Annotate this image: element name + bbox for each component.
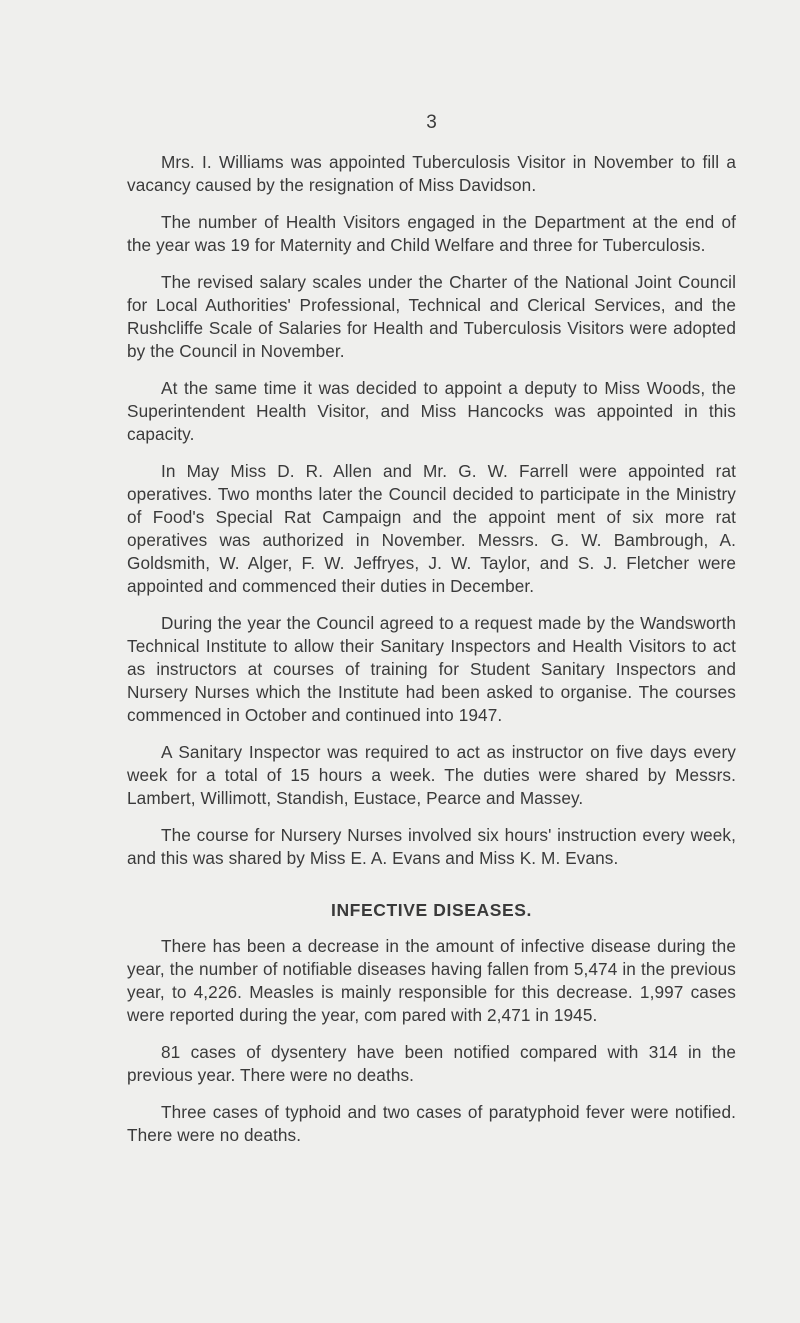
section-heading-infective-diseases: INFECTIVE DISEASES. bbox=[330, 899, 533, 920]
paragraph-tuberculosis-visitor: Mrs. I. Williams was appointed Tuberculosis Visitor in November to fill a vacancy caused by the resignation of Miss Davidson. bbox=[127, 151, 736, 195]
paragraph-health-visitors-count: The number of Health Visitors engaged in the Department at the end of the year was 19 for Maternity and Child Welfare and three for Tuberculosis. bbox=[127, 211, 736, 255]
paragraph-deputy-appointment: At the same time it was decided to appoint a deputy to Miss Woods, the Superintendent Health Visitor, and Miss Hancocks was appointed in this capacity. bbox=[127, 377, 736, 444]
paragraph-typhoid: Three cases of typhoid and two cases of paratyphoid fever were notified. There were no deaths. bbox=[127, 1101, 736, 1145]
document-page bbox=[127, 112, 736, 1161]
paragraph-salary-scales: The revised salary scales under the Charter of the National Joint Council for Local Authorities' Professional, Technical and Clerical Services, and the Rushcliffe Scale of Salaries for Health and Tuberculosis Visitors were adopted by the Council in November. bbox=[127, 271, 736, 361]
paragraph-infective-decrease: There has been a decrease in the amount of infective disease during the year, the number of notifiable diseases having fallen from 5,474 in the previous year, to 4,226. Measles is mainly responsible for this decrease. 1,997 cases were reported during the year, com pared with 2,471 in 1945. bbox=[127, 935, 736, 1025]
paragraph-sanitary-inspector: A Sanitary Inspector was required to act as instructor on five days every week for a total of 15 hours a week. The duties were shared by Messrs. Lambert, Willimott, Standish, Eustace, Pearce and Massey. bbox=[127, 741, 736, 808]
paragraph-nursery-nurses: The course for Nursery Nurses involved six hours' instruction every week, and this was shared by Miss E. A. Evans and Miss K. M. Evans. bbox=[127, 824, 736, 868]
paragraph-rat-operatives: In May Miss D. R. Allen and Mr. G. W. Farrell were appointed rat operatives. Two months later the Council decided to participate in the Ministry of Food's Special Rat Campaign and the appoint ment of six more rat operatives was authorized in November. Messrs. G. W. Bambrough, A. Goldsmith, W. Alger, F. W. Jeffryes, J. W. Taylor, and S. J. Fletcher were appointed and commenced their duties in December. bbox=[127, 460, 736, 596]
page-number: 3 bbox=[426, 112, 437, 133]
paragraph-dysentery: 81 cases of dysentery have been notified compared with 314 in the previous year. There were no deaths. bbox=[127, 1041, 736, 1085]
paragraph-technical-institute: During the year the Council agreed to a request made by the Wandsworth Technical Institute to allow their Sanitary Inspectors and Health Visitors to act as instructors at courses of training for Student Sanitary Inspectors and Nursery Nurses which the Institute had been asked to organise. The courses commenced in October and continued into 1947. bbox=[127, 612, 736, 725]
